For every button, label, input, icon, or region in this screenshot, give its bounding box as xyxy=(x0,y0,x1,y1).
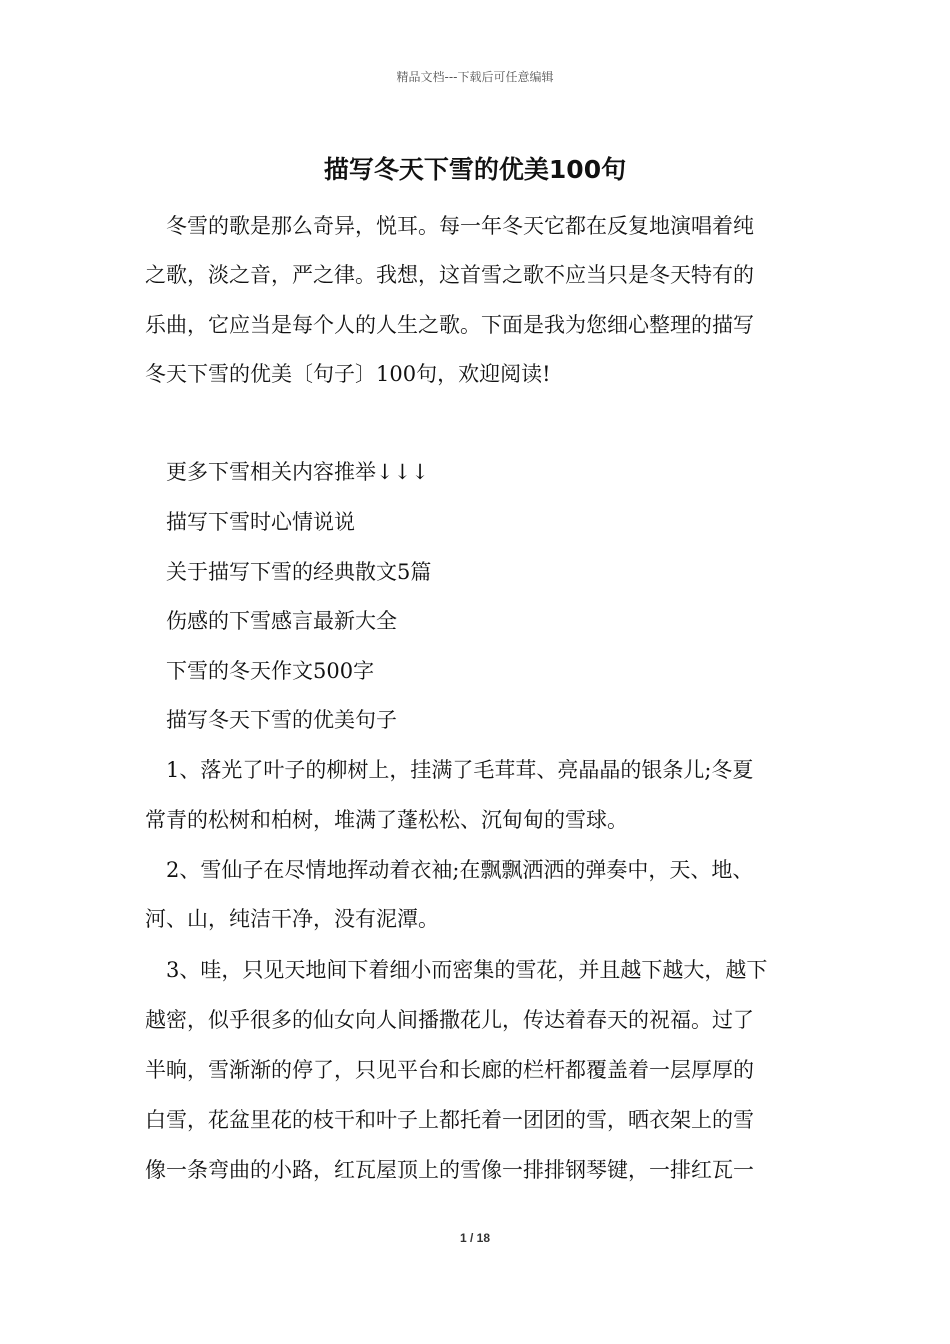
recommend-heading: 更多下雪相关内容推举↓↓↓ xyxy=(166,460,429,484)
intro-line-1: 冬雪的歌是那么奇异，悦耳。每一年冬天它都在反复地演唱着纯 xyxy=(166,214,754,238)
sentence-3-line-3: 半晌，雪渐渐的停了，只见平台和长廊的栏杆都覆盖着一层厚厚的 xyxy=(145,1058,754,1082)
sentence-2-line-1: 2、雪仙子在尽情地挥动着衣袖;在飘飘洒洒的弹奏中，天、地、 xyxy=(166,858,754,882)
intro-line-4: 冬天下雪的优美〔句子〕100句，欢迎阅读! xyxy=(145,362,551,386)
intro-line-2: 之歌，淡之音，严之律。我想，这首雪之歌不应当只是冬天特有的 xyxy=(145,263,754,287)
page-header: 精品文档---下载后可任意编辑 xyxy=(396,70,554,84)
recommend-link-2[interactable]: 关于描写下雪的经典散文5篇 xyxy=(166,560,432,584)
sentence-3-line-5: 像一条弯曲的小路，红瓦屋顶上的雪像一排排钢琴键，一排红瓦一 xyxy=(145,1158,754,1182)
recommend-link-1[interactable]: 描写下雪时心情说说 xyxy=(166,510,355,534)
recommend-link-5[interactable]: 描写冬天下雪的优美句子 xyxy=(166,708,397,732)
sentence-3-line-1: 3、哇，只见天地间下着细小而密集的雪花，并且越下越大，越下 xyxy=(166,958,768,982)
intro-line-3: 乐曲，它应当是每个人的人生之歌。下面是我为您细心整理的描写 xyxy=(145,313,754,337)
recommend-link-4[interactable]: 下雪的冬天作文500字 xyxy=(166,659,375,683)
page-number: 1 / 18 xyxy=(459,1231,491,1245)
sentence-3-line-4: 白雪，花盆里花的枝干和叶子上都托着一团团的雪，晒衣架上的雪 xyxy=(145,1108,754,1132)
sentence-1-line-1: 1、落光了叶子的柳树上，挂满了毛茸茸、亮晶晶的银条儿;冬夏 xyxy=(166,758,754,782)
sentence-2-line-2: 河、山，纯洁干净，没有泥潭。 xyxy=(145,907,439,931)
sentence-1-line-2: 常青的松树和柏树，堆满了蓬松松、沉甸甸的雪球。 xyxy=(145,808,628,832)
recommend-link-3[interactable]: 伤感的下雪感言最新大全 xyxy=(166,609,397,633)
sentence-3-line-2: 越密，似乎很多的仙女向人间播撒花儿，传达着春天的祝福。过了 xyxy=(145,1008,754,1032)
document-title: 描写冬天下雪的优美100句 xyxy=(323,155,627,184)
